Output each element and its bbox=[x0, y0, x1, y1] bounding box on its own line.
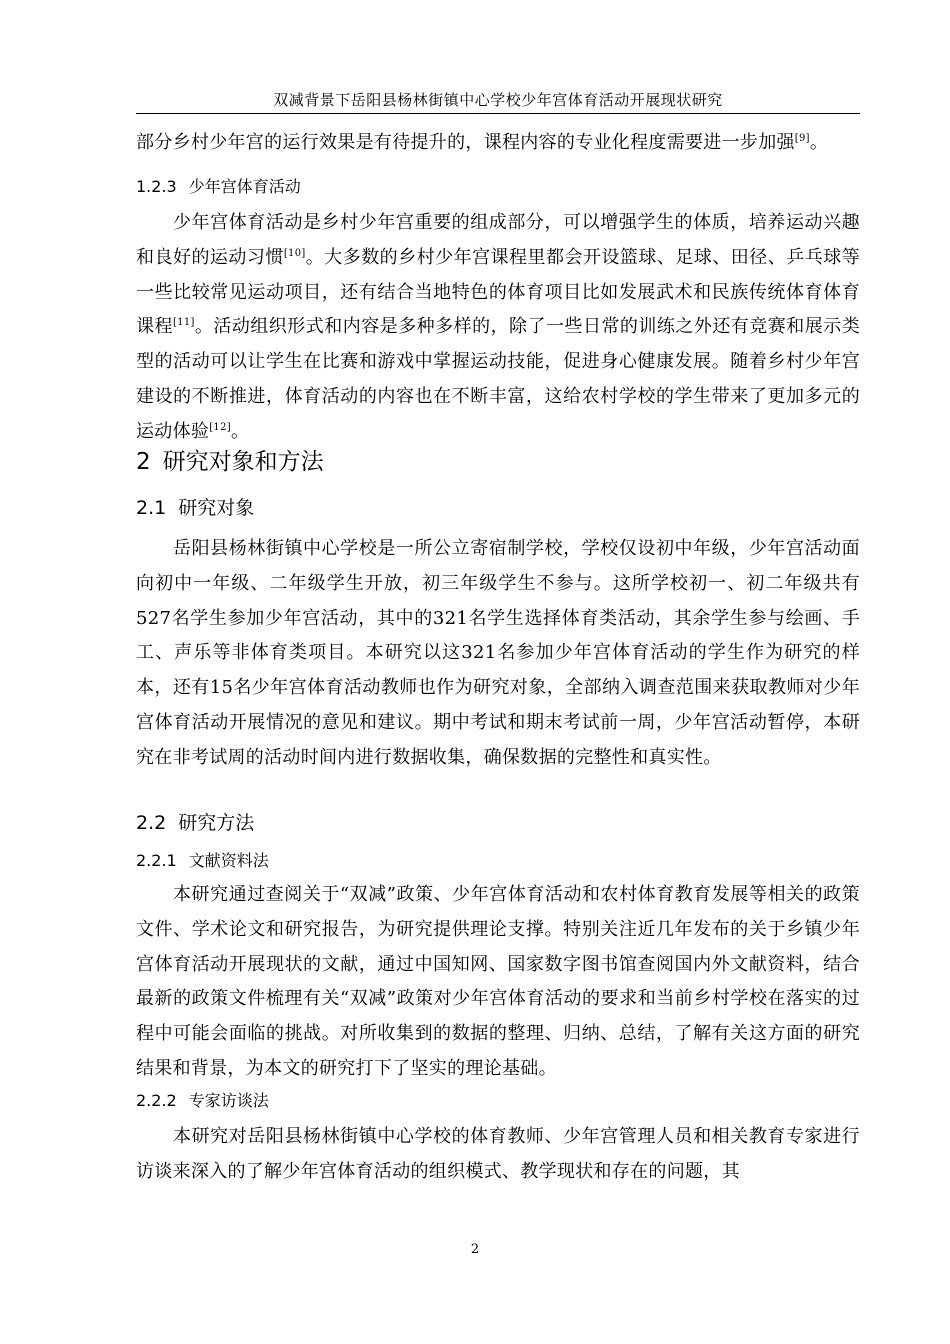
paragraph-text: 少年宫体育活动是乡村少年宫重要的组成部分，可以增强学生的体质，培养运动兴趣和良好的运动习惯 bbox=[136, 212, 860, 268]
paragraph-text: 。大多数的乡村少年宫课程里都会开设篮球、足球、田径、乒乓球等一些比较常见运动项目，还有结合当地特色的体育项目比如发展武术和民族传统体育体育课程 bbox=[136, 246, 860, 338]
heading-number: 2.2.1 bbox=[136, 851, 177, 870]
citation: [9] bbox=[794, 133, 810, 144]
citation: [11] bbox=[172, 317, 195, 329]
paragraph-text: 。活动组织形式和内容是多种多样的，除了一些日常的训练之外还有竞赛和展示类型的活动可以让学生在比赛和游戏中掌握运动技能，促进身心健康发展。随着乡村少年宫建设的不断推进，体育活动的内容也在不断丰富，这给农村学校的学生带来了更加多元的运动体验 bbox=[136, 316, 860, 442]
citation: [12] bbox=[209, 421, 231, 433]
paragraph-text: 。 bbox=[809, 132, 829, 153]
heading-title: 研究方法 bbox=[178, 812, 255, 834]
heading-title: 少年宫体育活动 bbox=[188, 177, 301, 196]
paragraph-expert-interview: 本研究对岳阳县杨林街镇中心学校的体育教师、少年宫管理人员和相关教育专家进行访谈来深入的了解少年宫体育活动的组织模式、教学现状和存在的问题，其 bbox=[136, 1126, 860, 1182]
heading-2-2 bbox=[136, 806, 860, 840]
heading-number: 2.2.2 bbox=[136, 1091, 177, 1110]
heading-title: 研究对象 bbox=[178, 497, 255, 519]
paragraph-text: 。 bbox=[230, 420, 250, 442]
heading-1-2-3 bbox=[136, 170, 860, 204]
paragraph-research-subjects: 岳阳县杨林街镇中心学校是一所公立寄宿制学校，学校仅设初中年级，少年宫活动面向初中一年级、二年级学生开放，初三年级学生不参与。这所学校初一、初二年级共有527名学生参加少年宫活动，其中的321名学生选择体育类活动，其余学生参与绘画、手工、声乐等非体育类项目。本研究以这321名参加少年宫体育活动的学生作为研究的样本，还有15名少年宫体育活动教师也作为研究对象，全部纳入调查范围来获取教师对少年宫体育活动开展情况的意见和建议。期中考试和期末考试前一周，少年宫活动暂停，本研究在非考试周的活动时间内进行数据收集，确保数据的完整性和真实性。 bbox=[136, 538, 860, 768]
heading-2-1 bbox=[136, 491, 860, 525]
paragraph-text: 部分乡村少年宫的运行效果是有待提升的，课程内容的专业化程度需要进一步加强 bbox=[136, 132, 795, 153]
heading-title: 文献资料法 bbox=[188, 851, 269, 870]
running-header: 双减背景下岳阳县杨林街镇中心学校少年宫体育活动开展现状研究 bbox=[273, 91, 723, 109]
heading-title: 专家访谈法 bbox=[188, 1091, 269, 1110]
paragraph-literature-method: 本研究通过查阅关于“双减”政策、少年宫体育活动和农村体育教育发展等相关的政策文件、学术论文和研究报告，为研究提供理论支撑。特别关注近几年发布的关于乡镇少年宫体育活动开展现状的文献，通过中国知网、国家数字图书馆查阅国内外文献资料，结合最新的政策文件梳理有关“双减”政策对少年宫体育活动的要求和当前乡村学校在落实的过程中可能会面临的挑战。对所收集到的数据的整理、归纳、总结，了解有关这方面的研究结果和背景，为本文的研究打下了坚实的理论基础。 bbox=[136, 884, 860, 1079]
heading-title: 研究对象和方法 bbox=[162, 449, 324, 475]
paragraph-sport-activities bbox=[136, 206, 860, 450]
heading-2-2-2 bbox=[136, 1084, 860, 1118]
header-rule bbox=[136, 113, 860, 114]
heading-number: 2.2 bbox=[136, 812, 167, 834]
page-number: 2 bbox=[470, 1242, 480, 1257]
heading-2 bbox=[136, 444, 860, 480]
citation: [10] bbox=[283, 247, 306, 259]
heading-number: 2.1 bbox=[136, 497, 167, 519]
heading-number: 2 bbox=[136, 449, 151, 475]
paragraph-continuation bbox=[136, 126, 860, 161]
heading-number: 1.2.3 bbox=[136, 177, 177, 196]
heading-2-2-1 bbox=[136, 844, 860, 878]
